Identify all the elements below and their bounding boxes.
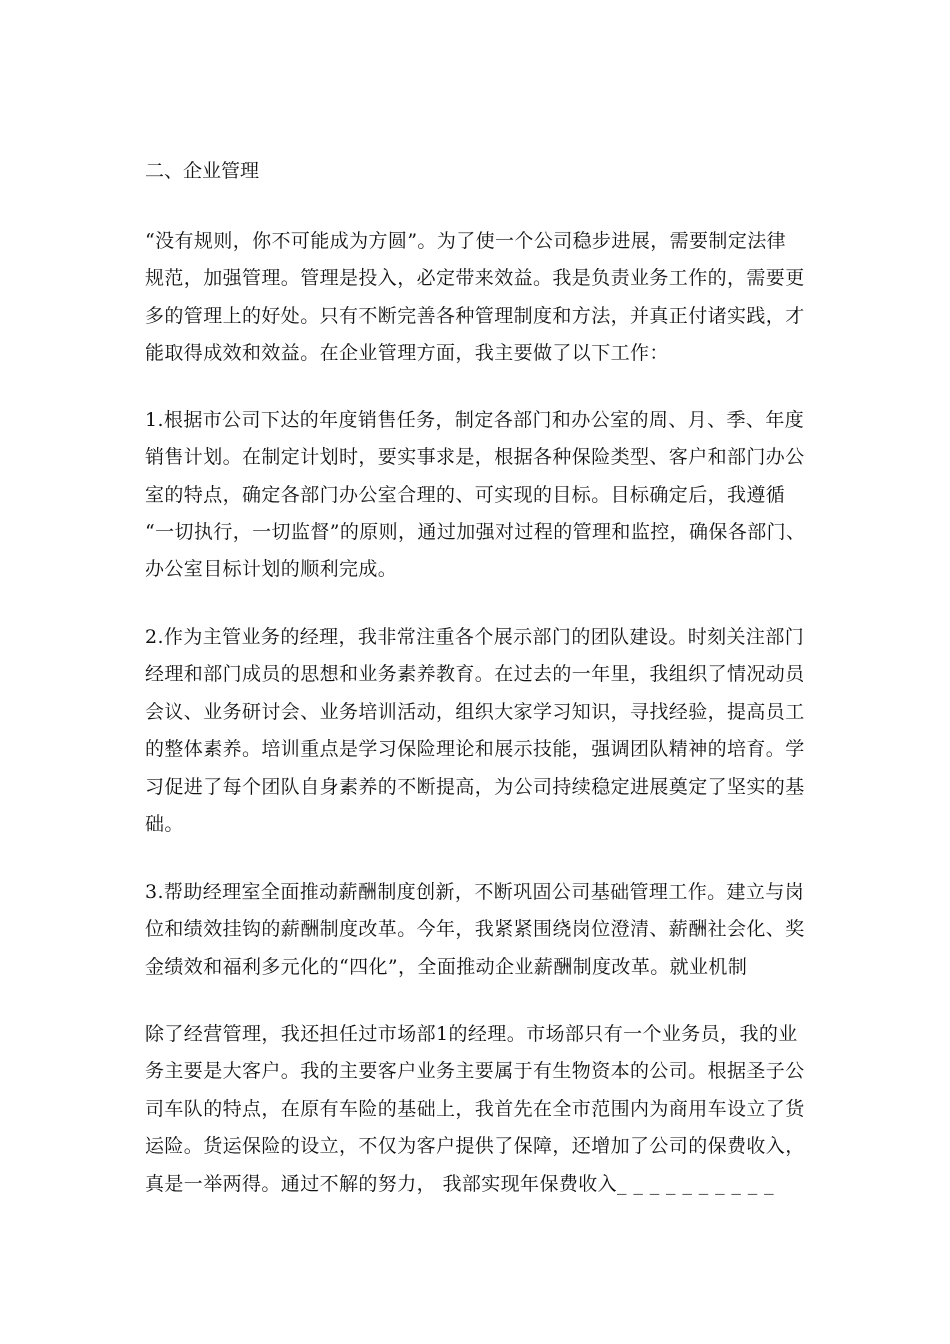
paragraph-line: 经理和部门成员的思想和业务素养教育。在过去的一年里，我组织了情况动员 <box>145 663 805 685</box>
paragraph-line: 真是一举两得。通过不解的努力， 我部实现年保费收入_ _ _ _ _ _ _ _ _ _ <box>145 1173 774 1195</box>
paragraph-line: “一切执行，一切监督”的原则，通过加强对过程的管理和监控，确保各部门、 <box>145 521 806 543</box>
paragraph-line: 习促进了每个团队自身素养的不断提高，为公司持续稳定进展奠定了坚实的基 <box>145 776 805 798</box>
paragraph-line: 位和绩效挂钩的薪酬制度改革。今年，我紧紧围绕岗位澄清、薪酬社会化、奖 <box>145 918 805 940</box>
paragraph-line: 金绩效和福利多元化的“四化”，全面推动企业薪酬制度改革。就业机制 <box>145 956 748 978</box>
paragraph-line: 的整体素养。培训重点是学习保险理论和展示技能，强调团队精神的培育。学 <box>145 738 805 760</box>
paragraph-line: 础。 <box>145 813 184 835</box>
paragraph-line: 销售计划。在制定计划时，要实事求是，根据各种保险类型、客户和部门办公 <box>145 446 805 468</box>
paragraph-line: 能取得成效和效益。在企业管理方面，我主要做了以下工作： <box>145 342 669 364</box>
paragraph-line: 室的特点，确定各部门办公室合理的、可实现的目标。目标确定后，我遵循 <box>145 484 786 506</box>
paragraph-line: 司车队的特点，在原有车险的基础上，我首先在全市范围内为商用车设立了货 <box>145 1098 805 1120</box>
paragraph-line: 办公室目标计划的顺利完成。 <box>145 558 398 580</box>
paragraph-line: 规范，加强管理。管理是投入，必定带来效益。我是负责业务工作的，需要更 <box>145 267 805 289</box>
paragraph-line: 2.作为主管业务的经理，我非常注重各个展示部门的团队建设。时刻关注部门 <box>145 626 805 648</box>
section-heading: 二、企业管理 <box>145 160 260 182</box>
paragraph-line: 运险。货运保险的设立，不仅为客户提供了保障，还增加了公司的保费收入， <box>145 1135 805 1157</box>
paragraph-line: “没有规则，你不可能成为方圆”。为了使一个公司稳步进展，需要制定法律 <box>145 230 787 252</box>
paragraph-line: 3.帮助经理室全面推动薪酬制度创新，不断巩固公司基础管理工作。建立与岗 <box>145 881 805 903</box>
paragraph-line: 多的管理上的好处。只有不断完善各种管理制度和方法，并真正付诸实践，才 <box>145 305 805 327</box>
paragraph-line: 除了经营管理，我还担任过市场部1的经理。市场部只有一个业务员，我的业 <box>145 1023 798 1045</box>
paragraph-line: 务主要是大客户。我的主要客户业务主要属于有生物资本的公司。根据圣子公 <box>145 1060 805 1082</box>
paragraph-line: 1.根据市公司下达的年度销售任务，制定各部门和办公室的周、月、季、年度 <box>145 409 805 431</box>
paragraph-line: 会议、业务研讨会、业务培训活动，组织大家学习知识，寻找经验，提高员工 <box>145 701 805 723</box>
